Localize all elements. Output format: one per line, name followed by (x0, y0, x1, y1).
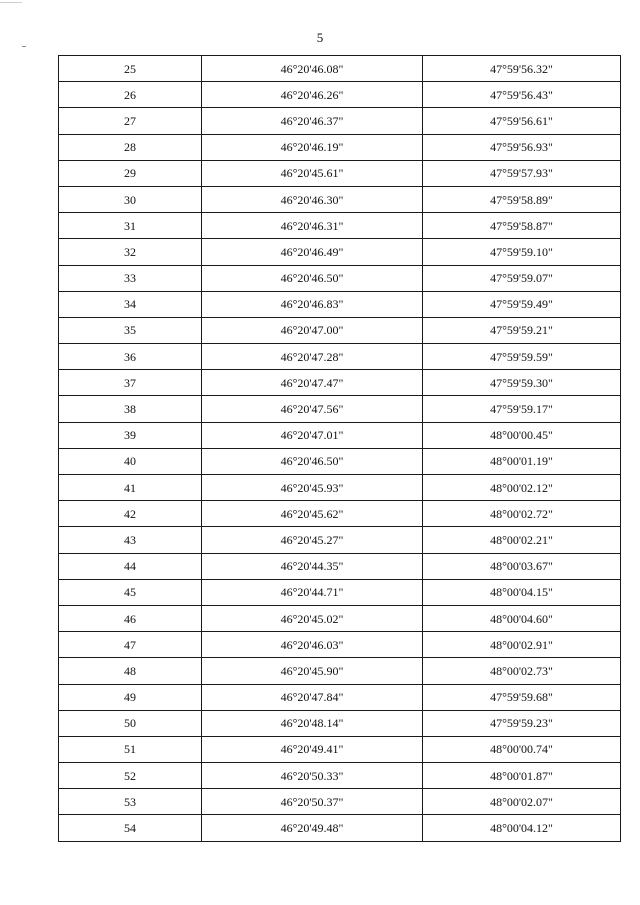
table-row (59, 291, 621, 317)
point-number-cell: 53 (59, 789, 202, 815)
coordinate-a-cell: 46°20'46.50" (202, 265, 423, 291)
table-row (59, 422, 621, 448)
point-number-cell: 52 (59, 763, 202, 789)
table-row (59, 658, 621, 684)
coordinate-b-cell: 47°59'59.17" (423, 396, 621, 422)
table-row (59, 736, 621, 762)
table-row (59, 632, 621, 658)
point-number-cell: 30 (59, 186, 202, 212)
table-row (59, 239, 621, 265)
coordinate-a-cell: 46°20'46.19" (202, 134, 423, 160)
point-number-cell: 39 (59, 422, 202, 448)
table-row (59, 396, 621, 422)
table-row (59, 789, 621, 815)
coordinate-a-cell: 46°20'47.84" (202, 684, 423, 710)
table-row (59, 553, 621, 579)
point-number-cell: 34 (59, 291, 202, 317)
coordinate-a-cell: 46°20'50.33" (202, 763, 423, 789)
coordinate-a-cell: 46°20'45.61" (202, 160, 423, 186)
table-row (59, 160, 621, 186)
coordinate-b-cell: 48°00'02.21" (423, 527, 621, 553)
coordinate-b-cell: 47°59'59.10" (423, 239, 621, 265)
coordinate-a-cell: 46°20'46.30" (202, 186, 423, 212)
point-number-cell: 35 (59, 317, 202, 343)
table-row (59, 134, 621, 160)
coordinate-b-cell: 47°59'59.49" (423, 291, 621, 317)
point-number-cell: 49 (59, 684, 202, 710)
table-row (59, 763, 621, 789)
scan-artifact-line (0, 2, 22, 3)
table-row (59, 56, 621, 82)
coordinate-a-cell: 46°20'49.41" (202, 736, 423, 762)
point-number-cell: 46 (59, 605, 202, 631)
point-number-cell: 50 (59, 710, 202, 736)
coordinate-b-cell: 47°59'59.07" (423, 265, 621, 291)
point-number-cell: 32 (59, 239, 202, 265)
point-number-cell: 41 (59, 475, 202, 501)
coordinate-b-cell: 47°59'59.68" (423, 684, 621, 710)
coordinates-table-body (59, 56, 621, 842)
point-number-cell: 44 (59, 553, 202, 579)
point-number-cell: 47 (59, 632, 202, 658)
point-number-cell: 29 (59, 160, 202, 186)
coordinates-table (58, 55, 621, 842)
coordinate-b-cell: 47°59'59.23" (423, 710, 621, 736)
coordinate-b-cell: 47°59'56.61" (423, 108, 621, 134)
coordinate-b-cell: 48°00'04.12" (423, 815, 621, 841)
point-number-cell: 33 (59, 265, 202, 291)
coordinate-b-cell: 47°59'56.93" (423, 134, 621, 160)
coordinate-a-cell: 46°20'47.47" (202, 370, 423, 396)
coordinate-a-cell: 46°20'44.35" (202, 553, 423, 579)
coordinate-a-cell: 46°20'50.37" (202, 789, 423, 815)
point-number-cell: 25 (59, 56, 202, 82)
point-number-cell: 40 (59, 448, 202, 474)
table-row (59, 344, 621, 370)
coordinate-b-cell: 47°59'58.89" (423, 186, 621, 212)
coordinate-a-cell: 46°20'46.83" (202, 291, 423, 317)
point-number-cell: 45 (59, 579, 202, 605)
table-row (59, 265, 621, 291)
coordinate-a-cell: 46°20'46.49" (202, 239, 423, 265)
coordinate-a-cell: 46°20'46.50" (202, 448, 423, 474)
coordinate-b-cell: 48°00'01.19" (423, 448, 621, 474)
table-row (59, 82, 621, 108)
table-row (59, 213, 621, 239)
point-number-cell: 42 (59, 501, 202, 527)
point-number-cell: 43 (59, 527, 202, 553)
coordinate-b-cell: 48°00'04.60" (423, 605, 621, 631)
coordinate-a-cell: 46°20'45.02" (202, 605, 423, 631)
coordinate-b-cell: 48°00'02.12" (423, 475, 621, 501)
coordinate-a-cell: 46°20'44.71" (202, 579, 423, 605)
coordinate-a-cell: 46°20'45.90" (202, 658, 423, 684)
coordinate-a-cell: 46°20'49.48" (202, 815, 423, 841)
point-number-cell: 38 (59, 396, 202, 422)
coordinate-b-cell: 47°59'59.30" (423, 370, 621, 396)
coordinate-a-cell: 46°20'45.27" (202, 527, 423, 553)
coordinate-b-cell: 48°00'02.07" (423, 789, 621, 815)
table-row (59, 475, 621, 501)
coordinate-a-cell: 46°20'46.08" (202, 56, 423, 82)
coordinate-b-cell: 47°59'59.21" (423, 317, 621, 343)
coordinate-b-cell: 48°00'03.67" (423, 553, 621, 579)
coordinate-b-cell: 48°00'02.73" (423, 658, 621, 684)
table-row (59, 501, 621, 527)
coordinate-a-cell: 46°20'47.28" (202, 344, 423, 370)
point-number-cell: 27 (59, 108, 202, 134)
point-number-cell: 28 (59, 134, 202, 160)
coordinate-a-cell: 46°20'48.14" (202, 710, 423, 736)
table-row (59, 317, 621, 343)
coordinate-b-cell: 47°59'56.32" (423, 56, 621, 82)
coordinate-a-cell: 46°20'47.56" (202, 396, 423, 422)
table-row (59, 684, 621, 710)
table-row (59, 710, 621, 736)
coordinate-a-cell: 46°20'45.93" (202, 475, 423, 501)
table-row (59, 527, 621, 553)
coordinate-b-cell: 48°00'01.87" (423, 763, 621, 789)
coordinate-a-cell: 46°20'47.00" (202, 317, 423, 343)
point-number-cell: 31 (59, 213, 202, 239)
scan-artifact-dot (22, 46, 26, 47)
coordinate-a-cell: 46°20'46.37" (202, 108, 423, 134)
coordinate-a-cell: 46°20'46.26" (202, 82, 423, 108)
point-number-cell: 37 (59, 370, 202, 396)
table-row (59, 579, 621, 605)
coordinate-a-cell: 46°20'45.62" (202, 501, 423, 527)
coordinate-b-cell: 48°00'02.91" (423, 632, 621, 658)
coordinate-b-cell: 48°00'00.74" (423, 736, 621, 762)
point-number-cell: 51 (59, 736, 202, 762)
table-row (59, 186, 621, 212)
page-number: 5 (316, 30, 324, 45)
coordinate-b-cell: 48°00'04.15" (423, 579, 621, 605)
coordinate-b-cell: 47°59'57.93" (423, 160, 621, 186)
table-row (59, 605, 621, 631)
coordinate-a-cell: 46°20'47.01" (202, 422, 423, 448)
coordinate-b-cell: 48°00'02.72" (423, 501, 621, 527)
table-row (59, 370, 621, 396)
point-number-cell: 54 (59, 815, 202, 841)
point-number-cell: 26 (59, 82, 202, 108)
table-row (59, 448, 621, 474)
table-row (59, 108, 621, 134)
table-row (59, 815, 621, 841)
point-number-cell: 48 (59, 658, 202, 684)
coordinate-a-cell: 46°20'46.03" (202, 632, 423, 658)
coordinate-b-cell: 47°59'59.59" (423, 344, 621, 370)
coordinate-b-cell: 48°00'00.45" (423, 422, 621, 448)
coordinate-b-cell: 47°59'58.87" (423, 213, 621, 239)
point-number-cell: 36 (59, 344, 202, 370)
coordinate-b-cell: 47°59'56.43" (423, 82, 621, 108)
coordinate-a-cell: 46°20'46.31" (202, 213, 423, 239)
